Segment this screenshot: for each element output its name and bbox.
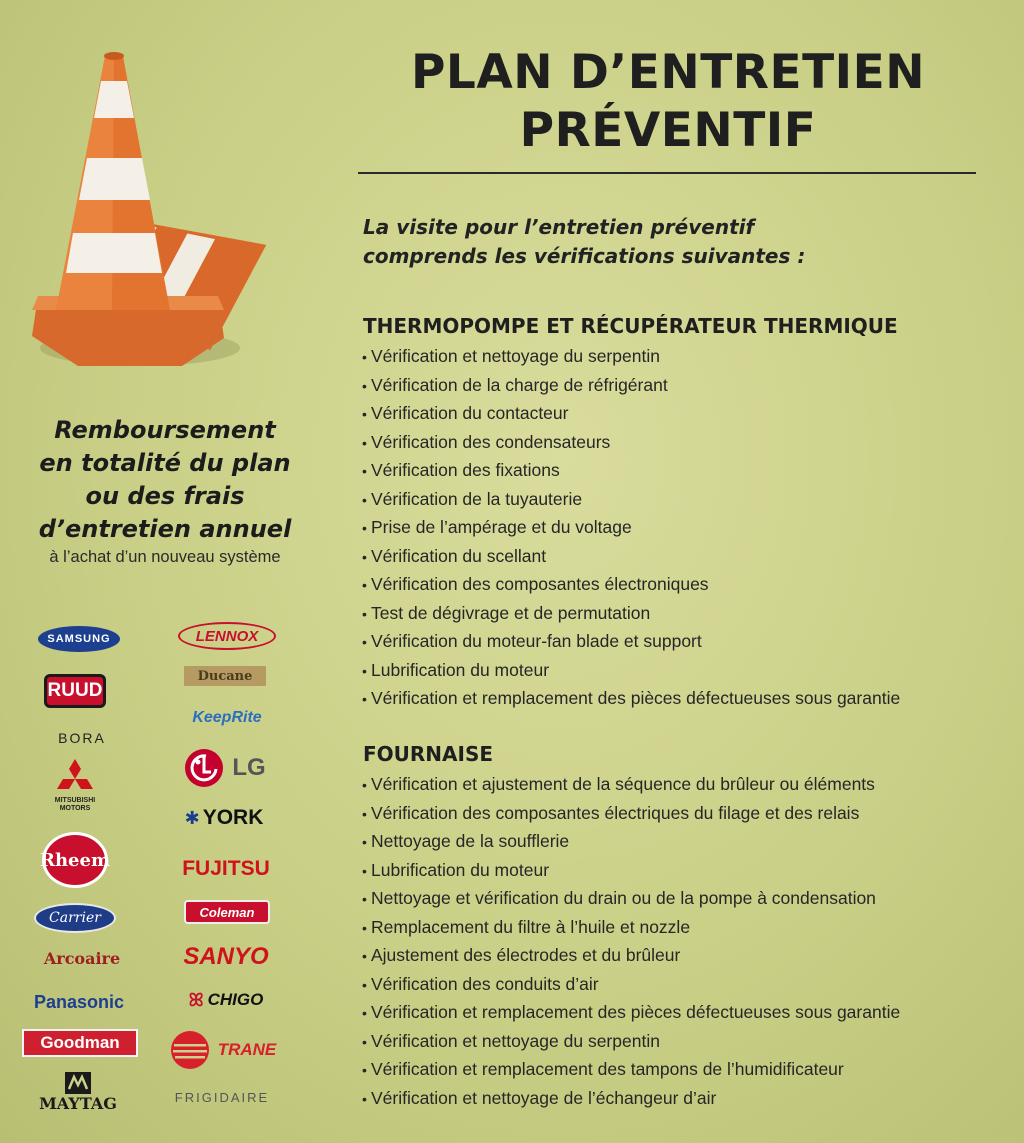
- bullet-icon: •: [362, 349, 367, 365]
- bullet-icon: •: [362, 520, 367, 536]
- list-item: • Vérification du scellant: [362, 542, 900, 571]
- bullet-icon: •: [362, 1062, 367, 1078]
- traffic-cones-illustration: [28, 48, 288, 388]
- title-line-1: PLAN D’ENTRETIEN: [410, 45, 926, 100]
- list-item: • Test de dégivrage et de permutation: [362, 599, 900, 628]
- bullet-icon: •: [362, 948, 367, 964]
- list-item: • Prise de l’ampérage et du voltage: [362, 513, 900, 542]
- goodman-logo: Goodman: [22, 1029, 138, 1057]
- rebate-line-1: Remboursement: [54, 416, 276, 444]
- lg-logo: LG: [178, 748, 272, 788]
- list-item: • Nettoyage de la soufflerie: [362, 827, 900, 856]
- bullet-icon: •: [362, 976, 367, 993]
- bora-logo: BORA: [58, 730, 106, 746]
- list-item: • Vérification du contacteur: [362, 399, 900, 428]
- list-item: • Vérification et nettoyage du serpentin: [362, 1027, 900, 1056]
- lennox-logo: LENNOX: [178, 622, 276, 650]
- page-title: [360, 44, 976, 160]
- title-line-2: PRÉVENTIF: [519, 103, 817, 158]
- fournaise-checklist: [362, 770, 900, 1112]
- snowflake-icon: ✱: [184, 807, 200, 828]
- bullet-icon: •: [362, 834, 367, 850]
- list-item: • Vérification des fixations: [362, 456, 900, 485]
- maytag-logo: MAYTAG: [30, 1068, 126, 1116]
- bullet-icon: •: [362, 662, 367, 679]
- carrier-logo: Carrier: [34, 903, 116, 933]
- trane-logo: TRANE: [166, 1030, 280, 1070]
- bullet-icon: •: [362, 491, 367, 508]
- list-item: • Ajustement des électrodes et du brûleur: [362, 941, 900, 970]
- rebate-subtext: à l’achat d’un nouveau système: [49, 548, 281, 566]
- bullet-icon: •: [362, 691, 367, 707]
- keeprite-logo: KeepRite: [192, 709, 262, 726]
- list-item: • Nettoyage et vérification du drain ou de la pompe à condensation: [362, 884, 900, 913]
- list-item: • Vérification des conduits d’air: [362, 970, 900, 999]
- bullet-icon: •: [362, 1090, 367, 1107]
- rebate-line-2: en totalité du plan: [39, 449, 291, 477]
- fujitsu-logo: FUJITSU: [182, 857, 270, 880]
- ruud-logo: RUUD: [44, 674, 106, 708]
- chigo-logo: ꕤ CHIGO: [188, 989, 264, 1010]
- bullet-icon: •: [362, 805, 367, 822]
- traffic-cone-icon: [28, 48, 288, 388]
- section-title-fournaise: FOURNAISE: [363, 742, 494, 766]
- bullet-icon: •: [362, 406, 367, 422]
- intro-text: [363, 213, 963, 271]
- list-item: • Vérification de la tuyauterie: [362, 485, 900, 514]
- bullet-icon: •: [362, 577, 367, 593]
- list-item: • Vérification et nettoyage du serpentin: [362, 342, 900, 371]
- list-item: • Lubrification du moteur: [362, 856, 900, 885]
- coleman-logo: Coleman: [184, 900, 270, 924]
- section-title-thermopompe: THERMOPOMPE ET RÉCUPÉRATEUR THERMIQUE: [363, 314, 898, 338]
- bullet-icon: •: [362, 634, 367, 650]
- title-divider: [358, 172, 976, 174]
- bullet-icon: •: [362, 463, 367, 479]
- mitsubishi-diamonds-icon: [55, 759, 95, 797]
- bullet-icon: •: [362, 777, 367, 793]
- list-item: • Vérification et remplacement des tampons de l’humidificateur: [362, 1055, 900, 1084]
- list-item: • Vérification du moteur-fan blade et support: [362, 627, 900, 656]
- list-item: • Vérification et remplacement des pièces défectueuses sous garantie: [362, 998, 900, 1027]
- list-item: • Vérification de la charge de réfrigérant: [362, 371, 900, 400]
- list-item: • Remplacement du filtre à l’huile et nozzle: [362, 913, 900, 942]
- thermopompe-checklist: [362, 342, 900, 713]
- ducane-logo: Ducane: [184, 666, 266, 686]
- list-item: • Lubrification du moteur: [362, 656, 900, 685]
- panasonic-logo: Panasonic: [33, 991, 125, 1012]
- list-item: • Vérification et nettoyage de l’échangeur d’air: [362, 1084, 900, 1113]
- bullet-icon: •: [362, 1005, 367, 1021]
- york-logo: ✱ YORK: [184, 806, 264, 829]
- arcoaire-logo: Arcoaire: [43, 948, 121, 968]
- intro-line-2: comprends les vérifications suivantes :: [363, 244, 806, 268]
- sanyo-logo: SANYO: [183, 943, 269, 970]
- rebate-heading: [10, 414, 320, 546]
- frigidaire-logo: FRIGIDAIRE: [174, 1089, 270, 1105]
- trane-circle-icon: [170, 1030, 210, 1070]
- rebate-line-3: ou des frais: [85, 482, 245, 510]
- lg-face-icon: [184, 748, 224, 788]
- samsung-logo: SAMSUNG: [38, 626, 120, 652]
- list-item: • Vérification et remplacement des pièces défectueuses sous garantie: [362, 684, 900, 713]
- bullet-icon: •: [362, 434, 367, 451]
- intro-line-1: La visite pour l’entretien préventif: [363, 215, 755, 239]
- list-item: • Vérification des composantes électriques du filage et des relais: [362, 799, 900, 828]
- rebate-line-4: d’entretien annuel: [38, 515, 292, 543]
- bullet-icon: •: [362, 862, 367, 879]
- bullet-icon: •: [362, 548, 367, 565]
- rheem-logo: Rheem: [42, 832, 108, 888]
- bullet-icon: •: [362, 1033, 367, 1050]
- list-item: • Vérification et ajustement de la séquence du brûleur ou éléments: [362, 770, 900, 799]
- bullet-icon: •: [362, 377, 367, 394]
- bullet-icon: •: [362, 891, 367, 907]
- maytag-emblem-icon: [65, 1072, 91, 1094]
- bullet-icon: •: [362, 605, 367, 622]
- chigo-swirl-icon: ꕤ: [188, 989, 204, 1010]
- list-item: • Vérification des composantes électroniques: [362, 570, 900, 599]
- list-item: • Vérification des condensateurs: [362, 428, 900, 457]
- bullet-icon: •: [362, 919, 367, 936]
- mitsubishi-logo: MITSUBISHI MOTORS: [48, 756, 102, 816]
